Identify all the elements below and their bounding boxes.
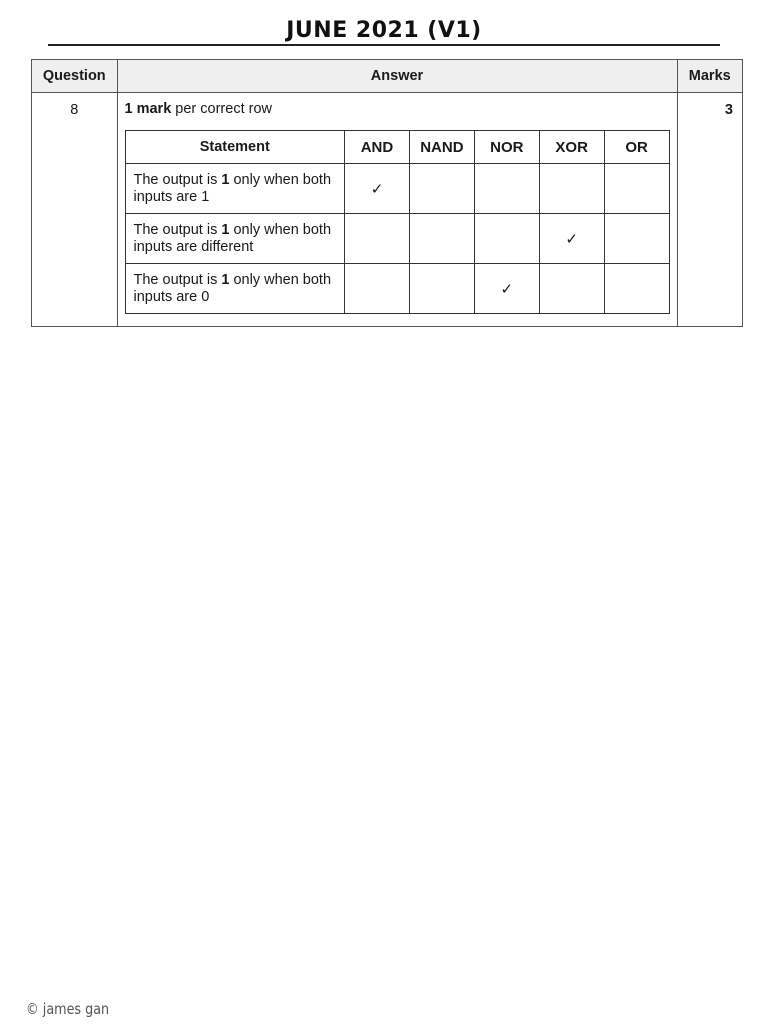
empty-cell-nor (474, 164, 539, 214)
checkmark-icon: ✓ (370, 180, 384, 198)
empty-cell-or (604, 214, 669, 264)
empty-cell-xor (539, 164, 604, 214)
logic-gate-table (125, 130, 670, 314)
gate-header-and: AND (345, 131, 410, 164)
title-divider (48, 44, 720, 46)
empty-cell-xor (539, 264, 604, 314)
marking-instruction (125, 101, 670, 117)
statement-value: 1 (221, 221, 230, 238)
gate-header-nand: NAND (409, 131, 474, 164)
gate-row (125, 264, 669, 314)
statement-text: The output is (133, 171, 222, 188)
page-title: JUNE 2021 (V1) (286, 18, 482, 43)
tick-cell-and (345, 164, 410, 214)
empty-cell-nand (409, 264, 474, 314)
statement-text: only when both inputs are different (133, 221, 332, 255)
marks-header: Marks (677, 60, 743, 93)
instruction-rest: per correct row (171, 101, 272, 117)
checkmark-icon: ✓ (500, 280, 514, 298)
statement-header: Statement (125, 131, 345, 164)
marks-value: 3 (677, 93, 743, 327)
empty-cell-nor (474, 214, 539, 264)
empty-cell-or (604, 264, 669, 314)
mark-scheme-table (31, 59, 743, 327)
gate-header-nor: NOR (474, 131, 539, 164)
statement-value: 1 (221, 171, 230, 188)
empty-cell-nand (409, 164, 474, 214)
empty-cell-and (345, 214, 410, 264)
mark-scheme-header-row (32, 60, 743, 93)
statement-text: The output is (133, 271, 222, 288)
instruction-bold: 1 mark (124, 101, 172, 117)
statement-text: only when both inputs are 1 (133, 171, 332, 205)
gate-header-row (125, 131, 669, 164)
question-number: 8 (32, 93, 118, 327)
empty-cell-or (604, 164, 669, 214)
statement-cell (125, 164, 345, 214)
gate-header-or: OR (604, 131, 669, 164)
gate-row (125, 164, 669, 214)
tick-cell-xor (539, 214, 604, 264)
gate-row (125, 214, 669, 264)
statement-cell (125, 264, 345, 314)
checkmark-icon: ✓ (565, 230, 578, 248)
gate-header-xor: XOR (539, 131, 604, 164)
mark-scheme-row (32, 93, 743, 327)
answer-cell (117, 93, 677, 327)
empty-cell-nand (409, 214, 474, 264)
statement-value: 1 (221, 271, 230, 288)
question-header: Question (32, 60, 118, 93)
statement-text: The output is (133, 221, 222, 238)
copyright-footer: © james gan (26, 1000, 110, 1018)
answer-header: Answer (117, 60, 677, 93)
tick-cell-nor (474, 264, 539, 314)
empty-cell-and (345, 264, 410, 314)
statement-text: only when both inputs are 0 (133, 271, 332, 305)
statement-cell (125, 214, 345, 264)
